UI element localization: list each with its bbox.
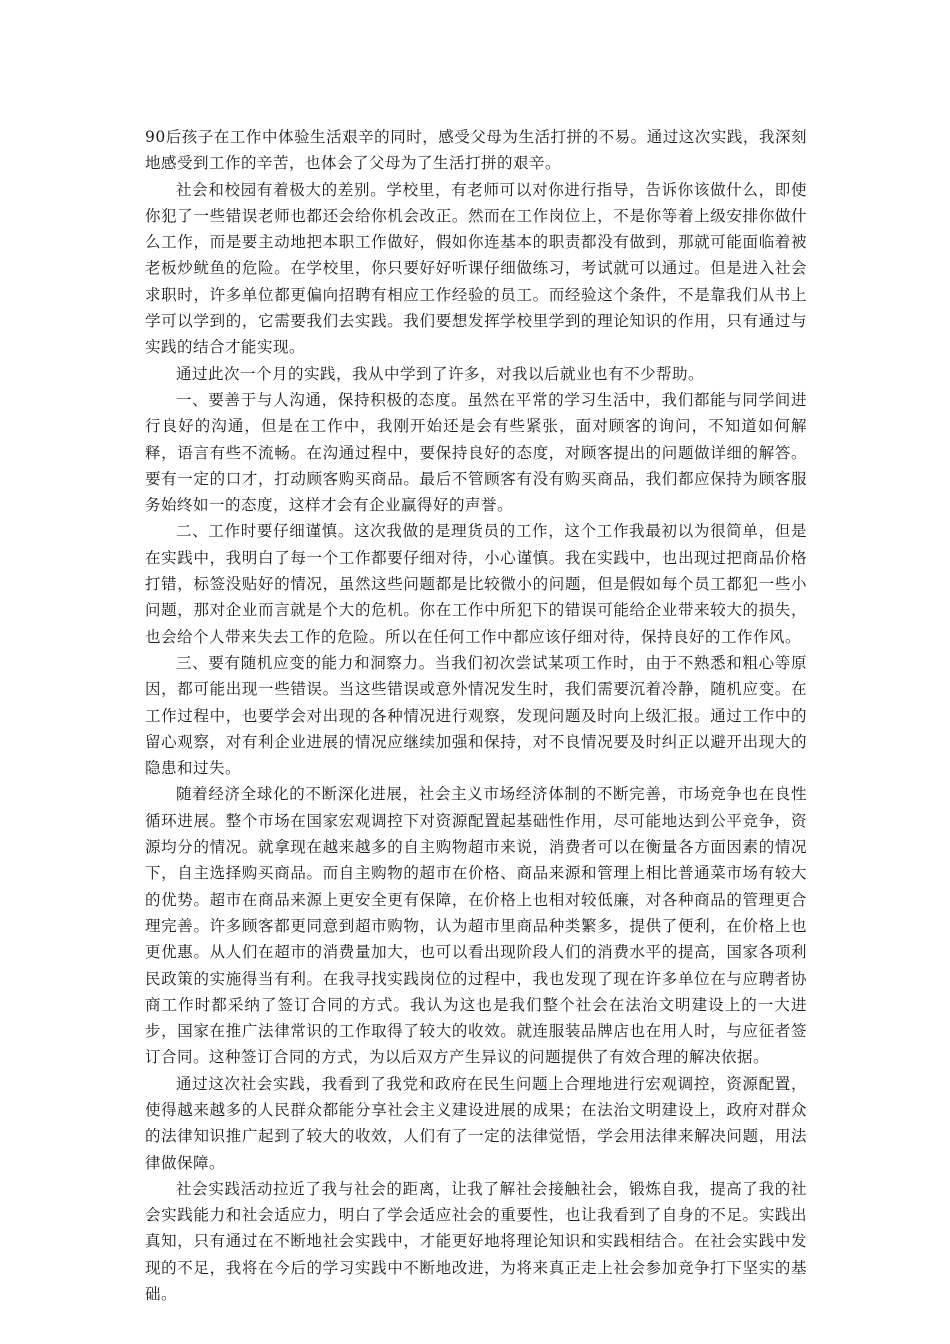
paragraph-2: 社会和校园有着极大的差别。学校里，有老师可以对你进行指导，告诉你该做什么，即使你犯了一些错误老师也都还会给你机会改正。然而在工作岗位上，不是你等着上级安排你做什么工作，而是要主动地把本职工作做好，假如你连基本的职责都没有做到，那就可能面临着被老板炒鱿鱼的危险。在学校里，你只要好好听课仔细做练习，考试就可以通过。但是进入社会求职时，许多单位都更偏向招聘有相应工作经验的员工。而经验这个条件，不是靠我们从书上学可以学到的，它需要我们去实践。我们要想发挥学校里学到的理论知识的作用，只有通过与实践的结合才能实现。 <box>145 180 807 357</box>
paragraph-1: 90后孩子在工作中体验生活艰辛的同时，感受父母为生活打拼的不易。通过这次实践，我深刻地感受到工作的辛苦，也体会了父母为了生活打拼的艰辛。 <box>145 128 807 173</box>
paragraph-7: 随着经济全球化的不断深化进展，社会主义市场经济体制的不断完善，市场竞争也在良性循环进展。整个市场在国家宏观调控下对资源配置起基础性作用，尽可能地达到公平竞争，资源均分的情况。就拿现在越来越多的自主购物超市来说，消费者可以在衡量各方面因素的情况下，自主选择购买商品。而自主购物的超市在价格、商品来源和管理上相比普通菜市场有较大的优势。超市在商品来源上更安全更有保障，在价格上也相对较低廉，对各种商品的管理更合理完善。许多顾客都更同意到超市购物，认为超市里商品种类繁多，提供了便利，在价格上也更优惠。从人们在超市的消费量加大，也可以看出现阶段人们的消费水平的提高，国家各项利民政策的实施得当有利。在我寻找实践岗位的过程中，我也发现了现在许多单位在与应聘者协商工作时都采纳了签订合同的方式。我认为这也是我们整个社会在法治文明建设上的一大进步，国家在推广法律常识的工作取得了较大的收效。就连服装品牌店也在用人时，与应征者签订合同。这种签订合同的方式，为以后双方产生异议的问题提供了有效合理的解决依据。 <box>145 785 807 1067</box>
paragraph-4: 一、要善于与人沟通，保持积极的态度。虽然在平常的学习生活中，我们都能与同学间进行良好的沟通，但是在工作中，我刚开始还是会有些紧张，面对顾客的询问，不知道如何解释，语言有些不流畅。在沟通过程中，要保持良好的态度，对顾客提出的问题做详细的解答。要有一定的口才，打动顾客购买商品。最后不管顾客有没有购买商品，我们都应保持为顾客服务始终如一的态度，这样才会有企业赢得好的声誉。 <box>145 390 807 515</box>
paragraph-6: 三、要有随机应变的能力和洞察力。当我们初次尝试某项工作时，由于不熟悉和粗心等原因，都可能出现一些错误。当这些错误或意外情况发生时，我们需要沉着冷静，随机应变。在工作过程中，也要学会对出现的各种情况进行观察，发现问题及时向上级汇报。通过工作中的留心观察，对有利企业进展的情况应继续加强和保持，对不良情况要及时纠正以避开出现大的隐患和过失。 <box>145 653 807 778</box>
paragraph-3: 通过此次一个月的实践，我从中学到了许多，对我以后就业也有不少帮助。 <box>176 364 705 383</box>
paragraph-8: 通过这次社会实践，我看到了我党和政府在民生问题上合理地进行宏观调控，资源配置，使得越来越多的人民群众都能分享社会主义建设进展的成果；在法治文明建设上，政府对群众的法律知识推广起到了较大的收效，人们有了一定的法律觉悟，学会用法律来解决问题，用法律做保障。 <box>145 1074 807 1172</box>
paragraph-9: 社会实践活动拉近了我与社会的距离，让我了解社会接触社会，锻炼自我，提高了我的社会实践能力和社会适应力，明白了学会适应社会的重要性，也让我看到了自身的不足。实践出真知，只有通过在不断地社会实践中，才能更好地将理论知识和实践相结合。在社会实践中发现的不足，我将在今后的学习实践中不断地改进，为将来真正走上社会参加竞争打下坚实的基础。 <box>145 1179 807 1304</box>
document-body <box>145 124 807 1307</box>
paragraph-5: 二、工作时要仔细谨慎。这次我做的是理货员的工作，这个工作我最初以为很简单，但是在实践中，我明白了每一个工作都要仔细对待，小心谨慎。我在实践中，也出现过把商品价格打错，标签没贴好的情况，虽然这些问题都是比较微小的问题，但是假如每个员工都犯一些小问题，那对企业而言就是个大的危机。你在工作中所犯下的错误可能给企业带来较大的损失，也会给个人带来失去工作的危险。所以在任何工作中都应该仔细对待，保持良好的工作作风。 <box>145 522 807 646</box>
